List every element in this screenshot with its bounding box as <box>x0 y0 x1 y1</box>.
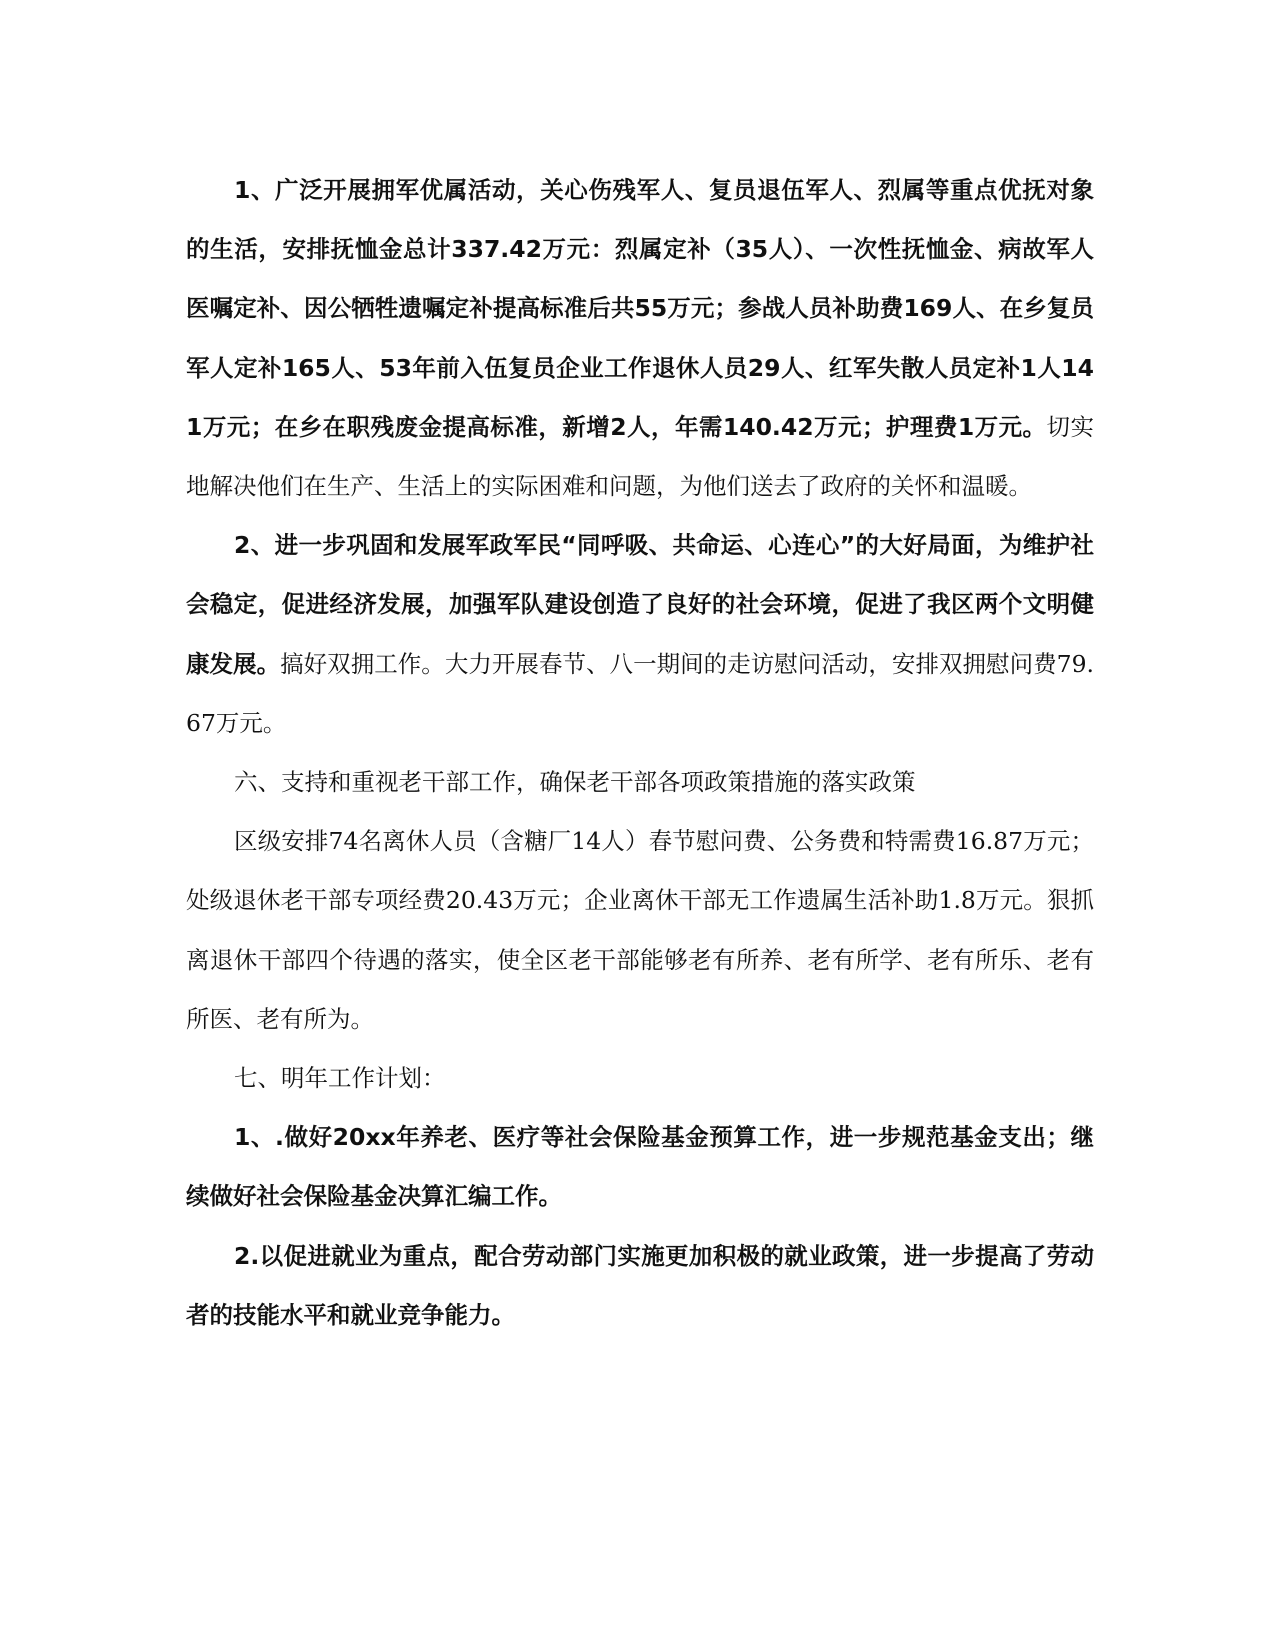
paragraph-bold-text: 2.以促进就业为重点，配合劳动部门实施更加积极的就业政策，进一步提高了劳动者的技能水平和就业竞争能力。 <box>186 1241 1094 1329</box>
document-body <box>186 161 1094 1345</box>
paragraph-text: 搞好双拥工作。大力开展春节、八一期间的走访慰问活动，安排双拥慰问费79.67万元。 <box>186 649 1095 737</box>
section-heading-text: 七、明年工作计划： <box>234 1064 446 1093</box>
paragraph-text: 区级安排74名离休人员（含糖厂14人）春节慰问费、公务费和特需费16.87万元；处级退休老干部专项经费20.43万元；企业离休干部无工作遗属生活补助1.8万元。狠抓离退休干部四个待遇的落实，使全区老干部能够老有所养、老有所学、老有所乐、老有所医、老有所为。 <box>186 827 1094 1033</box>
paragraph-plan-item-1 <box>186 1108 1094 1226</box>
section-heading-veteran-cadres <box>186 753 1094 812</box>
paragraph-text: 切实地解决他们在生产、生活上的实际困难和问题，为他们送去了政府的关怀和温暖。 <box>186 412 1094 501</box>
section-heading-next-year-plan <box>186 1049 1094 1108</box>
paragraph-pension-allowance <box>186 161 1094 516</box>
paragraph-bold-text: 1、.做好20xx年养老、医疗等社会保险基金预算工作，进一步规范基金支出；继续做好社会保险基金决算汇编工作。 <box>186 1123 1094 1211</box>
section-heading-text: 六、支持和重视老干部工作，确保老干部各项政策措施的落实政策 <box>234 768 916 797</box>
paragraph-retiree-funding <box>186 812 1094 1049</box>
paragraph-military-support <box>186 516 1094 753</box>
paragraph-plan-item-2 <box>186 1227 1094 1345</box>
paragraph-bold-text: 2、进一步巩固和发展军政军民“同呼吸、共命运、心连心”的大好局面，为维护社会稳定，促进经济发展，加强军队建设创造了良好的社会环境，促进了我区两个文明健康发展。 <box>186 531 1094 678</box>
paragraph-bold-text: 1、广泛开展拥军优属活动，关心伤残军人、复员退伍军人、烈属等重点优抚对象的生活，安排抚恤金总计337.42万元：烈属定补（35人）、一次性抚恤金、病故军人医嘱定补、因公牺牲遗嘱定补提高标准后共55万元；参战人员补助费169人、在乡复员军人定补165人、53年前入伍复员企业工作退休人员29人、红军失散人员定补1人141万元；在乡在职残废金提高标准，新增2人，年需140.42万元；护理费1万元。 <box>186 176 1094 441</box>
